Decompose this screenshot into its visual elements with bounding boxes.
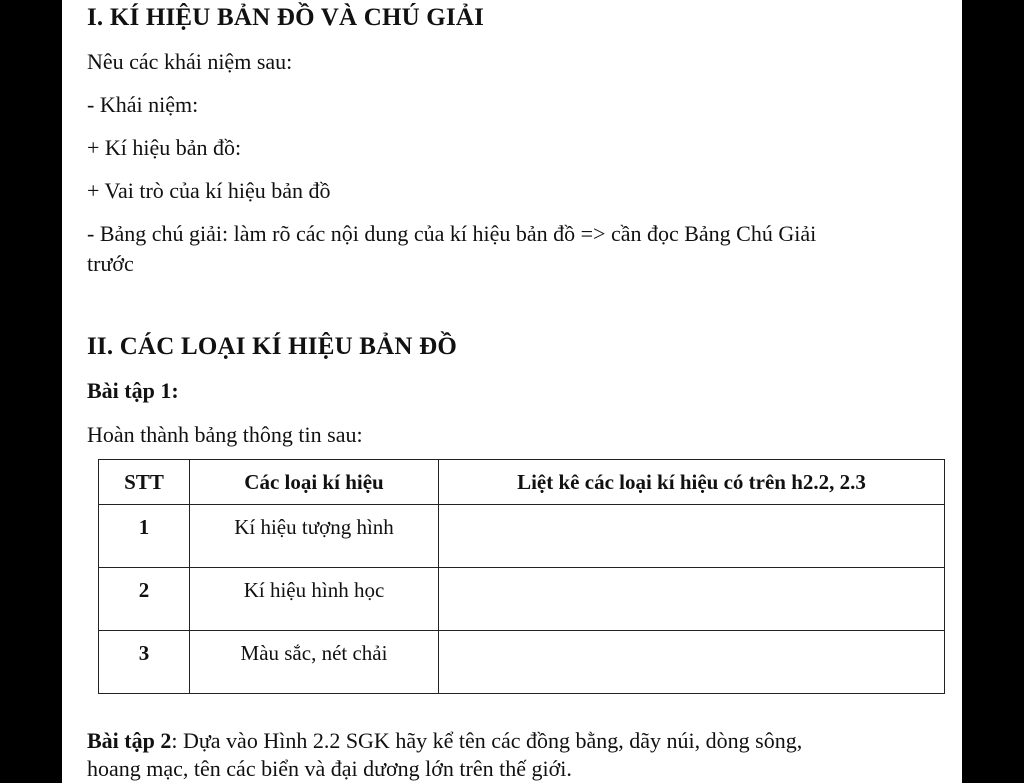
row-stt: 2 (99, 568, 190, 631)
section-1-heading: I. KÍ HIỆU BẢN ĐỒ VÀ CHÚ GIẢI (87, 4, 485, 31)
document-page (62, 0, 962, 783)
exercise-2-label: Bài tập 2 (87, 728, 172, 753)
exercise-1-instruction: Hoàn thành bảng thông tin sau: (87, 422, 363, 447)
row-stt: 1 (99, 505, 190, 568)
concept-label: - Khái niệm: (87, 92, 199, 117)
row-stt: 3 (99, 631, 190, 694)
symbol-role-label: + Vai trò của kí hiệu bản đồ (87, 178, 331, 203)
row-symbol-list-cell[interactable] (439, 568, 945, 631)
row-symbol-type: Kí hiệu tượng hình (190, 505, 439, 568)
legend-text-line-2: trước (87, 251, 134, 276)
row-symbol-type: Màu sắc, nét chải (190, 631, 439, 694)
header-symbol-list: Liệt kê các loại kí hiệu có trên h2.2, 2.3 (439, 460, 945, 505)
exercise-2-line-1 (87, 727, 802, 755)
symbol-types-table (98, 459, 945, 694)
row-symbol-list-cell[interactable] (439, 631, 945, 694)
map-symbol-label: + Kí hiệu bản đồ: (87, 135, 242, 160)
table-header-row (99, 460, 945, 505)
exercise-2-text: : Dựa vào Hình 2.2 SGK hãy kể tên các đồng bằng, dãy núi, dòng sông, (171, 728, 803, 753)
table-row (99, 568, 945, 631)
exercise-1-title: Bài tập 1: (87, 378, 179, 403)
header-symbol-type: Các loại kí hiệu (190, 460, 439, 505)
legend-text-line-1: - Bảng chú giải: làm rõ các nội dung của kí hiệu bản đồ => cần đọc Bảng Chú Giải (87, 221, 817, 246)
exercise-2-line-2: hoang mạc, tên các biển và đại dương lớn trên thế giới. (87, 756, 572, 781)
section-2-heading: II. CÁC LOẠI KÍ HIỆU BẢN ĐỒ (87, 333, 458, 360)
section-1-intro: Nêu các khái niệm sau: (87, 49, 293, 74)
table-row (99, 631, 945, 694)
row-symbol-type: Kí hiệu hình học (190, 568, 439, 631)
header-stt: STT (99, 460, 190, 505)
table-row (99, 505, 945, 568)
row-symbol-list-cell[interactable] (439, 505, 945, 568)
